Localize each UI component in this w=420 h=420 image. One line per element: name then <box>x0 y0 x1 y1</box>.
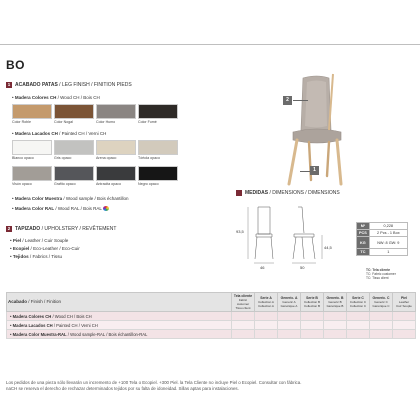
wood-ral-label: • Madera Color RAL / Wood RAL / Bois RAL <box>12 206 109 211</box>
upholstery-item: • Ecopiel / Eco-Leather / Eco-Cuir <box>10 246 80 251</box>
wood-swatch[interactable]: Color Nogal <box>54 104 94 124</box>
painted-swatch[interactable]: Visón opaco <box>12 166 52 186</box>
painted-swatch[interactable]: Gris opaco <box>54 140 94 160</box>
painted-label: • Madera Lacados CH / Painted CH / Verni CH <box>12 131 107 136</box>
legs-callout: 1 <box>310 166 319 175</box>
table-header: Serie B Collection B Collection B <box>301 293 324 312</box>
dim-depth: 50 <box>300 265 305 270</box>
ral-palette-icon <box>103 206 109 211</box>
upholstery-item: • Piel / Leather / Cuir Souple <box>10 238 69 243</box>
wood-colors-label: • Madera Colores CH / Wood CH / Bois CH <box>12 95 100 100</box>
table-header: Generic. A Generic A Générique A <box>278 293 301 312</box>
wood-swatch[interactable]: Color Fumé <box>138 104 178 124</box>
table-row <box>7 330 416 339</box>
table-row-label: • Madera Colores CH / Wood CH / Bois CH <box>7 312 232 321</box>
dimensions-heading: MEDIDAS / DIMENSIONS / DIMENSIONS <box>236 190 340 196</box>
upholstery-item: • Tejidos / Fabrics / Tissu <box>10 254 63 259</box>
section-upholstery-heading: 2 TAPIZADO / UPHOLSTERY / REVÊTEMENT <box>7 226 117 232</box>
painted-swatch[interactable]: Blanco opaco <box>12 140 52 160</box>
painted-swatch[interactable]: Tórtola opaco <box>138 140 178 160</box>
painted-swatch[interactable]: Negro opaco <box>138 166 178 186</box>
table-header: Serie A Collection A Collection A <box>255 293 278 312</box>
section-number <box>236 190 242 196</box>
painted-swatch-row-2 <box>12 166 178 186</box>
table-row-label: • Madera Lacados CH / Painted CH / Verni CH <box>7 321 232 330</box>
painted-swatch[interactable]: Arena opaco <box>96 140 136 160</box>
table-header: Piel Leather Cuir Souple <box>393 293 416 312</box>
table-header: Tela cliente Fabric customer Tissu client <box>232 293 255 312</box>
table-row <box>7 312 416 321</box>
tc-legend: TC: Tela cliente TC: Fabric customer TC: Tissu client <box>366 268 396 280</box>
footnote: Los pedidos de una pieza sólo llevarán un incremento de +100 Tela o Ecopiel. +300 Piel. la Tela Cliente no incluye Piel o Ecopiel. Consultar con fábrica. naCH se reserva el derecho de rechazar determinados tejidos por su falta de idoneidad. Sillas aptas para instalaciones. <box>6 380 302 391</box>
painted-swatch[interactable]: Grafito opaco <box>54 166 94 186</box>
table-header: Generic. B Generic B Générique B <box>324 293 347 312</box>
top-divider <box>0 44 420 45</box>
seat-callout: 2 <box>283 96 292 105</box>
dim-seat-height: 44,5 <box>324 245 332 250</box>
dim-height: 93,5 <box>236 229 244 234</box>
table-header-finish: Acabado / Finish / Finition <box>7 293 232 312</box>
painted-swatch[interactable]: Antracita opaco <box>96 166 136 186</box>
section-leg-finish-heading: 1 ACABADO PATAS / LEG FINISH / FINITION PIEDS <box>7 82 132 88</box>
table-row <box>7 321 416 330</box>
wood-swatch[interactable]: Color Humo <box>96 104 136 124</box>
table-header: Serie C Collection C Collection C <box>347 293 370 312</box>
section-number: 1 <box>7 82 11 87</box>
painted-swatch-row-1 <box>12 140 178 160</box>
finish-price-table <box>6 292 416 339</box>
product-title: BO <box>6 58 25 72</box>
chair-product-image <box>237 72 402 187</box>
dim-width: 46 <box>260 265 265 270</box>
wood-sample-label: • Madera Color Muestra / Wood sample / Bois échantillon <box>12 196 129 201</box>
table-header-row <box>7 293 416 312</box>
section-number: 2 <box>7 226 11 231</box>
table-header: Generic. C Generic C Générique C <box>370 293 393 312</box>
table-row-label: • Madera Color Muestra-RAL / Wood sample-RAL / Bois échantillon-RAL <box>7 330 232 339</box>
wood-swatch[interactable]: Color Roble <box>12 104 52 124</box>
packing-spec-table: M³ 0,228 PCS 2 Pcs - 1 Box KG NW: 8 GW: 9 TC 1 <box>356 222 408 256</box>
wood-swatch-row <box>12 104 178 124</box>
